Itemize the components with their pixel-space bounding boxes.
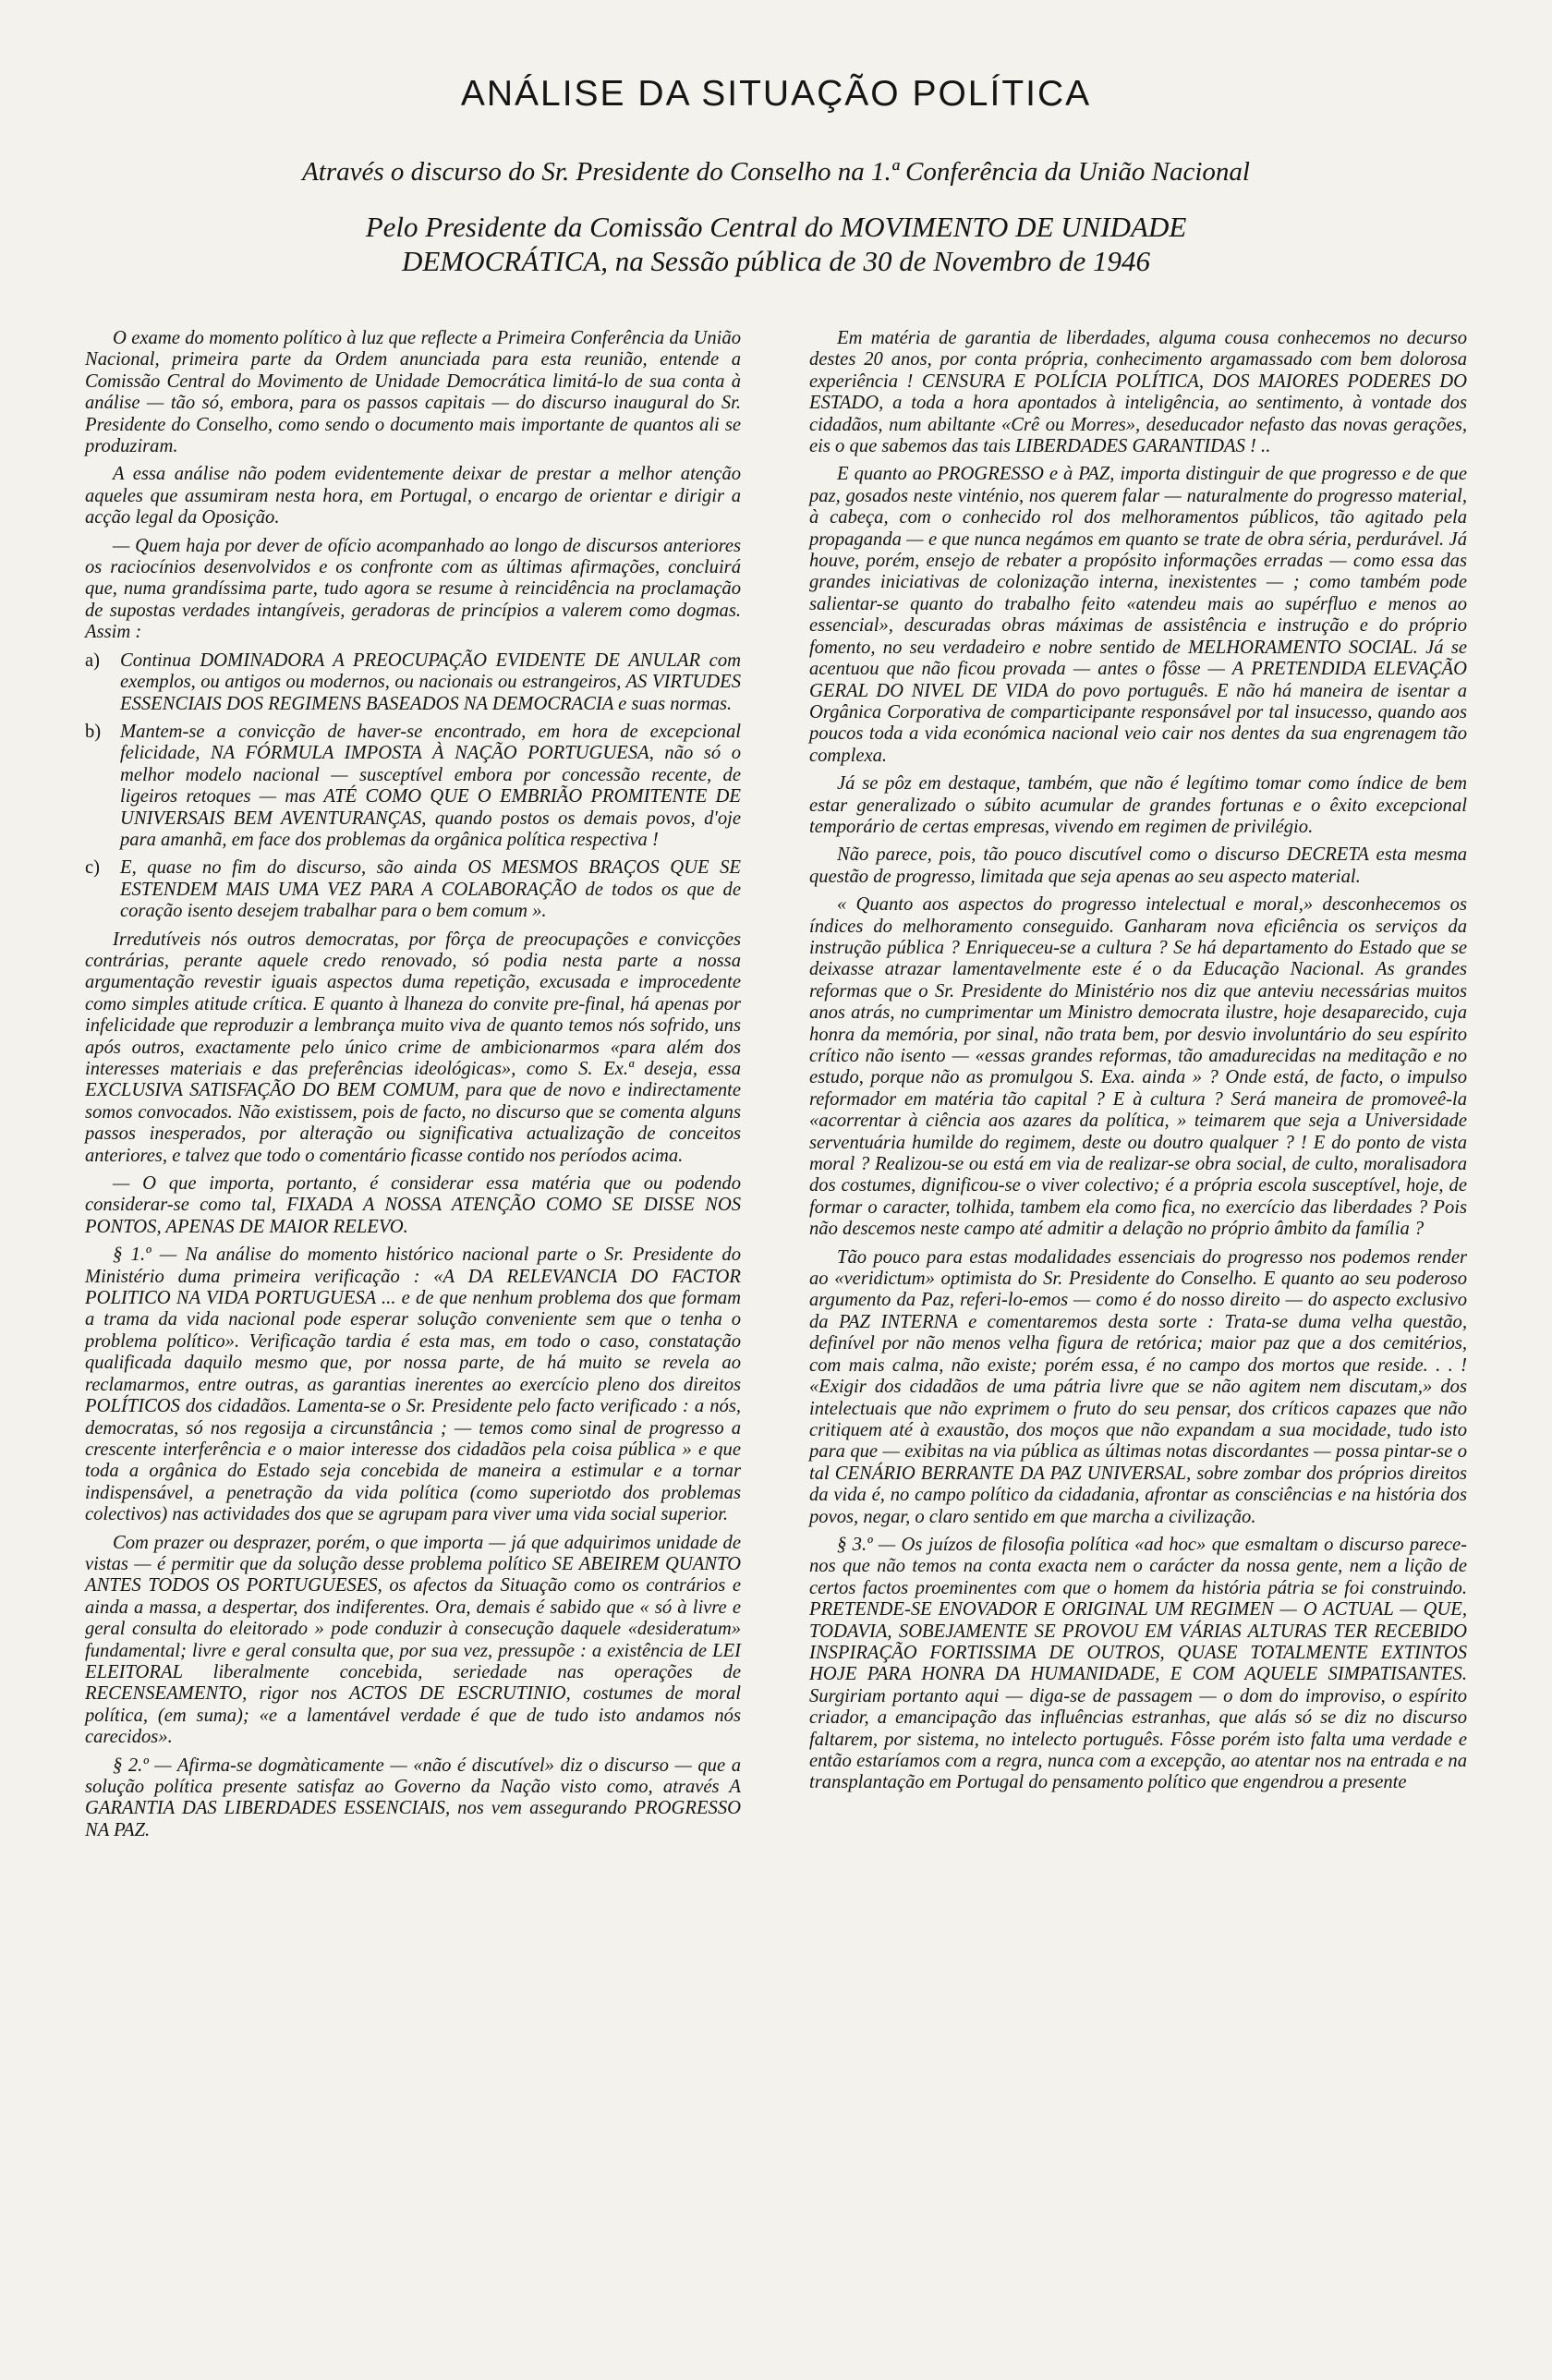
paragraph: Já se pôz em destaque, também, que não é legítimo tomar como índice de bem estar generalizado o súbito acumular de grandes fortunas e o êxito excepcional temporário de certas empresas, vivendo em regimen de privilégio. <box>809 773 1467 837</box>
right-column <box>809 328 1467 1848</box>
paragraph: Irredutíveis nós outros democratas, por fôrça de preocupações e convicções contrárias, perante aquele credo renovado, só podia nesta parte a nossa argumentação revestir iguais aspectos duma repetição, excusada e improcedente como simples atitude crítica. E quanto à lhaneza do convite pre-final, há apenas por infelicidade que reproduzir a lembrança muito viva de quanto temos nós sofrido, uns após outros, exactamente pelo único crime de ambicionarmos «para além dos interesses materiais e das preferências ideológicas», como S. Ex.ª deseja, essa EXCLUSIVA SATISFAÇÃO DO BEM COMUM, para que de novo e indirectamente somos convocados. Não existissem, pois de facto, no discurso que se comenta alguns passos inesperados, por alteração ou significativa actualização de conceitos anteriores, e talvez que todo o comentário ficasse contido nos períodos acima. <box>85 929 741 1166</box>
document-byline <box>85 210 1467 278</box>
paragraph: E quanto ao PROGRESSO e à PAZ, importa distinguir de que progresso e de que paz, gosados neste vinténio, nos querem falar — naturalmente do progresso material, à cabeça, com o conhecido rol dos melhoramentos públicos, tão agitado pela propaganda — e que nunca negámos em quanto se trate de obra séria, perdurável. Já houve, porém, ensejo de rebater a propósito informações erradas — como essa das grandes iniciativas de colonização interna, inexistentes — ; como também pode salientar-se quanto do trabalho feito «atendeu mais ao supérfluo e menos ao essencial», descuradas obras máximas de assistência e instrução e do próprio fomento, no seu verdadeiro e nobre sentido de MELHORAMENTO SOCIAL. Já se acentuou que não ficou provada — antes o fôsse — A PRETENDIDA ELEVAÇÃO GERAL DO NIVEL DE VIDA do povo português. E não há maneira de isentar a Orgânica Corporativa de comparticipante responsável por tal insucesso, quando aos poucos toda a vida económica nacional veio cair nos dentes da sua engrenagem tão complexa. <box>809 464 1467 766</box>
byline-line-2: DEMOCRÁTICA, na Sessão pública de 30 de Novembro de 1946 <box>402 245 1150 277</box>
paragraph: Com prazer ou desprazer, porém, o que importa — já que adquirimos unidade de vistas — é permitir que da solução desse problema político SE ABEIREM QUANTO ANTES TODOS OS PORTUGUESES, os afectos da Situação como os contrários e ainda a massa, a despertar, dos indiferentes. Ora, demais é sabido que « só à livre e geral consulta do eleitorado » pode conduzir à consecução daquele «desideratum» fundamental; livre e geral consulta que, por sua vez, pressupõe : a existência de LEI ELEITORAL liberalmente concebida, seriedade nas operações de RECENSEAMENTO, rigor nos ACTOS DE ESCRUTINIO, costumes de moral política, (em suma); «e a lamentável verdade é que de tudo isto andamos nós carecidos». <box>85 1532 741 1748</box>
paragraph: « Quanto aos aspectos do progresso intelectual e moral,» desconhecemos os índices do melhoramento conseguido. Ganharam nova eficiência os serviços da instrução pública ? Enriqueceu-se a cultura ? Se há departamento do Estado que se deixasse atrazar lamentavelmente este é o da Educação Nacional. As grandes reformas que o Sr. Presidente do Ministério nos diz que anteviu necessárias muitos anos atrás, no cumprimentar um Ministro democrata ilustre, hoje desaparecido, cuja honra da memória, por sinal, não trata bem, por desvio involuntário do seu espírito crítico não isento — «essas grandes reformas, tão amadurecidas na meditação e no estudo, porque não as promulgou S. Exa. ainda » ? Onde está, de facto, o impulso reformador em matéria tão capital ? E à cultura ? Será maneira de promoveê-la «acorrentar à ciência aos azares da política, » teimarem que seja a Universidade serventuária humilde do regimem, deste ou doutro qualquer ? ! E do ponto de vista moral ? Realizou-se ou está em via de realizar-se obra social, de culto, moralisadora dos costumes, dignificou-se o viver colectivo; é a própria escola susceptível, hoje, de formar o caracter, tolhida, tambem ela como fica, no exercício das liberdades ? Pois não descemos neste campo até admitir a delação no próprio âmbito da família ? <box>809 894 1467 1240</box>
paragraph: — O que importa, portanto, é considerar essa matéria que ou podendo considerar-se como tal, FIXADA A NOSSA ATENÇÃO COMO SE DISSE NOS PONTOS, APENAS DE MAIOR RELEVO. <box>85 1173 741 1237</box>
paragraph: § 1.º — Na análise do momento histórico nacional parte o Sr. Presidente do Ministério duma primeira verificação : «A DA RELEVANCIA DO FACTOR POLITICO NA VIDA PORTUGUESA ... e de que nenhum problema dos que formam a trama da vida nacional pode esperar solução conveniente sem que o tenha o problema político». Verificação tardia é esta mas, em todo o caso, constatação qualificada daquilo mesmo que, por nossa parte, de há muito se revela ao reclamarmos, entre outras, as garantias inerentes ao exercício pleno dos direitos POLÍTICOS dos cidadãos. Lamenta-se o Sr. Presidente pelo facto verificado : a nós, democratas, só nos regosija a circunstância ; — temos como sinal de progresso a crescente interferência e o maior interesse dos cidadãos pela coisa pública » e que toda a orgânica do Estado seja concebida de maneira a estimular e a tornar indispensável, a penetração da vida política (como superiotdo dos problemas colectivos) nas actividades dos que se agrupam para viver uma vida social superior. <box>85 1245 741 1525</box>
list-item-text: Continua DOMINADORA A PREOCUPAÇÃO EVIDENTE DE ANULAR com exemplos, ou antigos ou modernos, ou nacionais ou estrangeiros, AS VIRTUDES ESSENCIAIS DOS REGIMENS BASEADOS NA DEMOCRACIA e suas normas. <box>120 650 741 714</box>
paragraph: — Quem haja por dever de ofício acompanhado ao longo de discursos anteriores os raciocínios desenvolvidos e os confronte com as últimas afirmações, concluirá que, numa grandíssima parte, tudo agora se resume à reincidência na proclamação de supostas verdades intangíveis, geradoras de princípios a valerem como dogmas. Assim : <box>85 535 741 643</box>
paragraph: § 3.º — Os juízos de filosofia política «ad hoc» que esmaltam o discurso parece-nos que não temos na conta exacta nem o carácter da nossa gente, nem a lição de certos factos proeminentes com que o homem da história pátria se foi construindo. PRETENDE-SE ENOVADOR E ORIGINAL UM REGIMEN — O ACTUAL — QUE, TODAVIA, SOBEJAMENTE SE PROVOU EM VÁRIAS ALTURAS TER RECEBIDO INSPIRAÇÃO FORTISSIMA DE OUTROS, QUASE TOTALMENTE EXTINTOS HOJE PARA HONRA DA HUMANIDADE, E COM AQUELE SIMPATISANTES. Surgiriam portanto aqui — diga-se de passagem — o dom do improviso, o espírito criador, a emancipação das influências estranhas, que alás só se diz no discurso faltarem, por sistema, no intelecto português. Fôsse porém isto falta uma verdade e então estaríamos com a regra, nunca com a excepção, ao atentar nos na entrada e na transplantação em Portugal do pensamento político que engendrou a presente <box>809 1534 1467 1793</box>
body-columns <box>85 328 1467 1848</box>
paragraph: O exame do momento político à luz que reflecte a Primeira Conferência da União Nacional, primeira parte da Ordem anunciada para esta reunião, entende a Comissão Central do Movimento de Unidade Democrática limitá-lo de sua conta à análise — tão só, embora, para os passos capitais — do discurso inaugural do Sr. Presidente do Conselho, como sendo o documento mais importante de quantos ali se produziram. <box>85 328 741 457</box>
paragraph: Em matéria de garantia de liberdades, alguma cousa conhecemos no decurso destes 20 anos, por conta própria, conhecimento argamassado com bem dolorosa experiência ! CENSURA E POLÍCIA POLÍTICA, DOS MAIORES PODERES DO ESTADO, a toda a hora apontados à inteligência, ao sentimento, à vontade dos cidadãos, num abiltante «Crê ou Morres», deseducador nefasto das novas gerações, eis o que sabemos das tais LIBERDADES GARANTIDAS ! .. <box>809 328 1467 457</box>
list-item-label: c) <box>85 857 100 879</box>
document-subtitle: Através o discurso do Sr. Presidente do Conselho na 1.ª Conferência da União Nacional <box>302 157 1250 187</box>
paragraph: Tão pouco para estas modalidades essenciais do progresso nos podemos render ao «veridictum» optimista do Sr. Presidente do Conselho. E quanto ao seu poderoso argumento da Paz, referi-lo-emos — como é do nosso direito — do aspecto exclusivo da PAZ INTERNA e comentaremos desta sorte : Trata-se duma velha questão, definível por não menos velha figura de retórica; maior paz que a dos cemitérios, com mais calma, não existe; porém essa, é no campo dos mortos que reside. . . ! «Exigir dos cidadãos de uma pátria livre que se não agitem nem discutam,» dos intelectuais que não exprimem o fruto do seu pensar, dos críticos capazes que não critiquem até à exaustão, dos moços que não expandam a sua mocidade, tudo isto para que — exibitas na via pública as últimas notas discordantes — possa pintar-se o tal CENÁRIO BERRANTE DA PAZ UNIVERSAL, sobre zombar dos próprios direitos da vida é, no campo político da cidadania, afrontar as consciências e na história dos povos, negar, o claro sentido em que marcha a civilização. <box>809 1246 1467 1527</box>
left-column <box>85 328 741 1848</box>
byline-line-1: Pelo Presidente da Comissão Central do MOVIMENTO DE UNIDADE <box>365 211 1187 243</box>
list-item-label: b) <box>85 721 102 742</box>
list-item-label: a) <box>85 650 100 671</box>
list-item-b <box>85 722 741 851</box>
list-item-text: E, quase no fim do discurso, são ainda OS MESMOS BRAÇOS QUE SE ESTENDEM MAIS UMA VEZ PARA A COLABORAÇÃO de todos os que de coração isento desejem trabalhar para o bem comum ». <box>120 857 741 922</box>
document-title: ANÁLISE DA SITUAÇÃO POLÍTICA <box>460 74 1092 114</box>
paragraph: A essa análise não podem evidentemente deixar de prestar a melhor atenção aqueles que assumiram nesta hora, em Portugal, o encargo de orientar e dirigir a acção legal da Oposição. <box>85 464 741 528</box>
list-item-text: Mantem-se a convicção de haver-se encontrado, em hora de excepcional felicidade, NA FÓRMULA IMPOSTA À NAÇÃO PORTUGUESA, não só o melhor modelo nacional — susceptível embora por concessão recente, de ligeiros retoques — mas ATÉ COMO QUE O EMBRIÃO PROMITENTE DE UNIVERSAIS BEM AVENTURANÇAS, quando postos os demais povos, d'oje para amanhã, em face dos problemas da orgânica política respectiva ! <box>120 721 741 850</box>
list-item-a <box>85 650 741 715</box>
paragraph: § 2.º — Afirma-se dogmàticamente — «não é discutível» diz o discurso — que a solução política presente satisfaz ao Governo da Nação visto como, através A GARANTIA DAS LIBERDADES ESSENCIAIS, nos vem assegurando PROGRESSO NA PAZ. <box>85 1755 741 1840</box>
list-item-c <box>85 857 741 922</box>
paragraph: Não parece, pois, tão pouco discutível como o discurso DECRETA esta mesma questão de progresso, limitada que seja apenas ao seu aspecto material. <box>809 844 1467 887</box>
